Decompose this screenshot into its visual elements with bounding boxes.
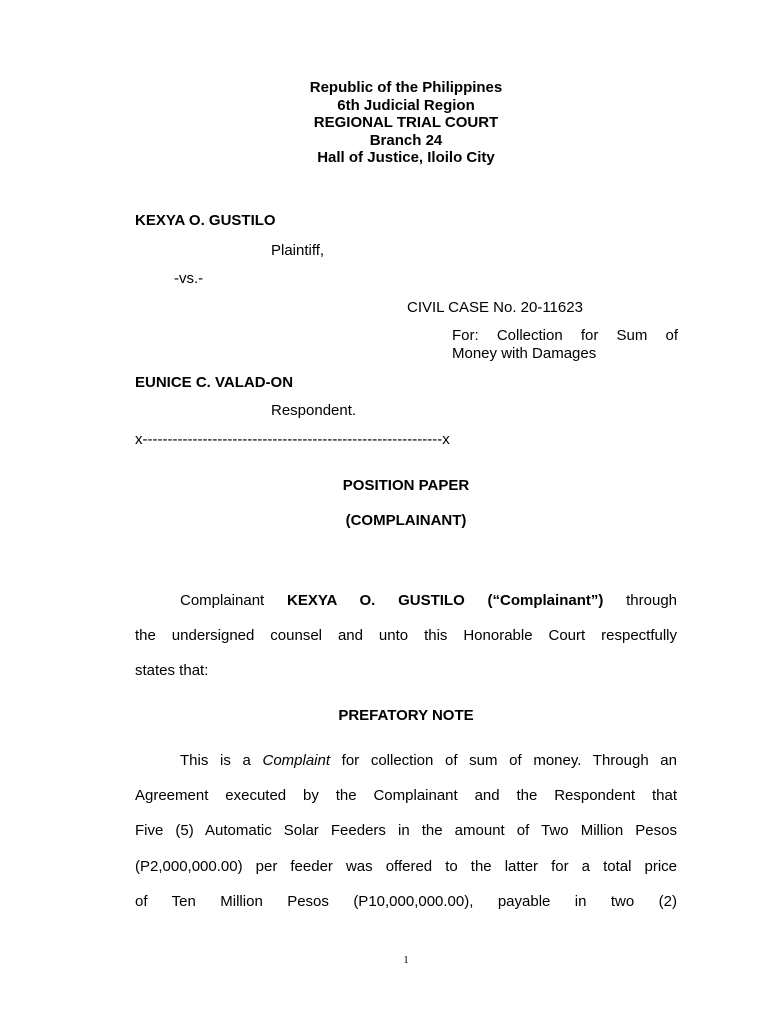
complainant-name: KEXYA O. GUSTILO (“Complainant”) bbox=[286, 592, 604, 609]
document-subtitle: (COMPLAINANT) bbox=[345, 512, 467, 529]
document-title: POSITION PAPER bbox=[342, 477, 470, 494]
case-nature-line: For: Collection for Sum of bbox=[452, 327, 678, 344]
respondent-role: Respondent. bbox=[271, 402, 357, 419]
prefatory-line: Five (5) Automatic Solar Feeders in the amount of Two Million Pesos bbox=[135, 822, 677, 839]
versus-label: -vs.- bbox=[174, 270, 204, 287]
case-number: CIVIL CASE No. 20-11623 bbox=[407, 299, 583, 316]
court-header-line: Republic of the Philippines bbox=[309, 79, 503, 96]
prefatory-line: Agreement executed by the Complainant and the Respondent that bbox=[135, 787, 677, 804]
intro-line: the undersigned counsel and unto this Honorable Court respectfully bbox=[135, 627, 677, 644]
prefatory-line bbox=[135, 752, 677, 769]
intro-line bbox=[135, 592, 677, 609]
prefatory-tail: for collection of sum of money. Through an bbox=[330, 752, 677, 769]
intro-line: states that: bbox=[135, 662, 209, 679]
section-heading: PREFATORY NOTE bbox=[338, 707, 474, 724]
court-header-line: REGIONAL TRIAL COURT bbox=[313, 114, 499, 131]
plaintiff-role: Plaintiff, bbox=[271, 242, 325, 259]
case-nature-line: Money with Damages bbox=[452, 345, 597, 362]
prefatory-lead: This is a bbox=[180, 752, 263, 769]
court-header-line: 6th Judicial Region bbox=[337, 96, 475, 114]
intro-lead: Complainant bbox=[180, 592, 287, 609]
court-header bbox=[0, 79, 768, 167]
court-header-line: Hall of Justice, Iloilo City bbox=[317, 149, 495, 166]
page-number: 1 bbox=[403, 954, 409, 966]
respondent-name: EUNICE C. VALAD-ON bbox=[135, 374, 294, 391]
intro-tail: through bbox=[603, 592, 677, 609]
court-header-line: Branch 24 bbox=[369, 131, 443, 149]
complaint-term: Complaint bbox=[262, 752, 331, 769]
prefatory-line: (P2,000,000.00) per feeder was offered to the latter for a total price bbox=[135, 858, 677, 875]
plaintiff-name: KEXYA O. GUSTILO bbox=[135, 212, 276, 229]
caption-separator: x------------------------------------------------------------x bbox=[135, 431, 450, 448]
prefatory-line: of Ten Million Pesos (P10,000,000.00), payable in two (2) bbox=[135, 893, 677, 910]
